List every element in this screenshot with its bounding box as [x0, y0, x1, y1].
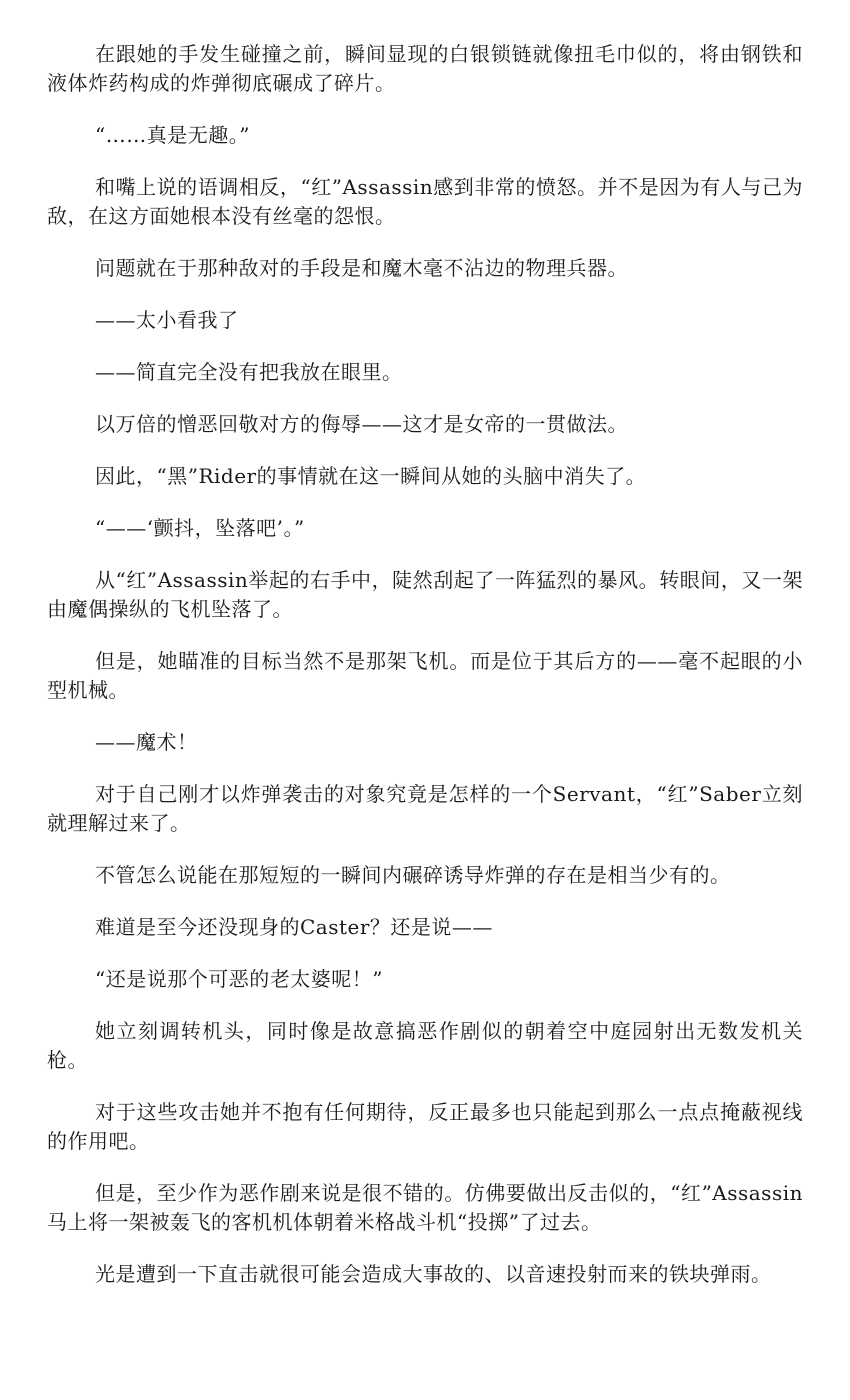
paragraph: ——魔术！ — [95, 730, 198, 754]
paragraph: 对于自己刚才以炸弹袭击的对象究竟是怎样的一个Servant，“红”Saber立刻就理解过来了。 — [47, 782, 803, 835]
paragraph: 对于这些攻击她并不抱有任何期待，反正最多也只能起到那么一点点掩蔽视线的作用吧。 — [47, 1100, 803, 1153]
paragraph: 因此，“黑”Rider的事情就在这一瞬间从她的头脑中消失了。 — [95, 464, 647, 488]
paragraph: 问题就在于那种敌对的手段是和魔木毫不沾边的物理兵器。 — [95, 256, 628, 280]
paragraph: “……真是无趣。” — [95, 123, 250, 147]
paragraph: 和嘴上说的语调相反，“红”Assassin感到非常的愤怒。并不是因为有人与己为敌，在这方面她根本没有丝毫的怨恨。 — [47, 175, 803, 228]
paragraph: “还是说那个可恶的老太婆呢！” — [95, 967, 383, 991]
paragraph: 但是，她瞄准的目标当然不是那架飞机。而是位于其后方的——毫不起眼的小型机械。 — [47, 649, 803, 702]
paragraph: 从“红”Assassin举起的右手中，陡然刮起了一阵猛烈的暴风。转眼间，又一架由魔偶操纵的飞机坠落了。 — [47, 568, 803, 621]
paragraph: 但是，至少作为恶作剧来说是很不错的。仿佛要做出反击似的，“红”Assassin马上将一架被轰飞的客机机体朝着米格战斗机“投掷”了过去。 — [47, 1181, 803, 1234]
paragraph: 她立刻调转机头，同时像是故意搞恶作剧似的朝着空中庭园射出无数发机关枪。 — [47, 1019, 803, 1072]
document-page — [47, 0, 803, 1289]
paragraph: ——简直完全没有把我放在眼里。 — [95, 360, 403, 384]
paragraph: 在跟她的手发生碰撞之前，瞬间显现的白银锁链就像扭毛巾似的，将由钢铁和液体炸药构成的炸弹彻底碾成了碎片。 — [47, 42, 803, 95]
paragraph: 不管怎么说能在那短短的一瞬间内碾碎诱导炸弹的存在是相当少有的。 — [95, 863, 731, 887]
paragraph: 以万倍的憎恶回敬对方的侮辱——这才是女帝的一贯做法。 — [95, 412, 628, 436]
paragraph: 光是遭到一下直击就很可能会造成大事故的、以音速投射而来的铁块弹雨。 — [95, 1262, 772, 1286]
paragraph: ——太小看我了 — [95, 308, 239, 332]
paragraph: 难道是至今还没现身的Caster？还是说—— — [95, 915, 493, 939]
paragraph: “——‘颤抖，坠落吧’。” — [95, 516, 305, 540]
